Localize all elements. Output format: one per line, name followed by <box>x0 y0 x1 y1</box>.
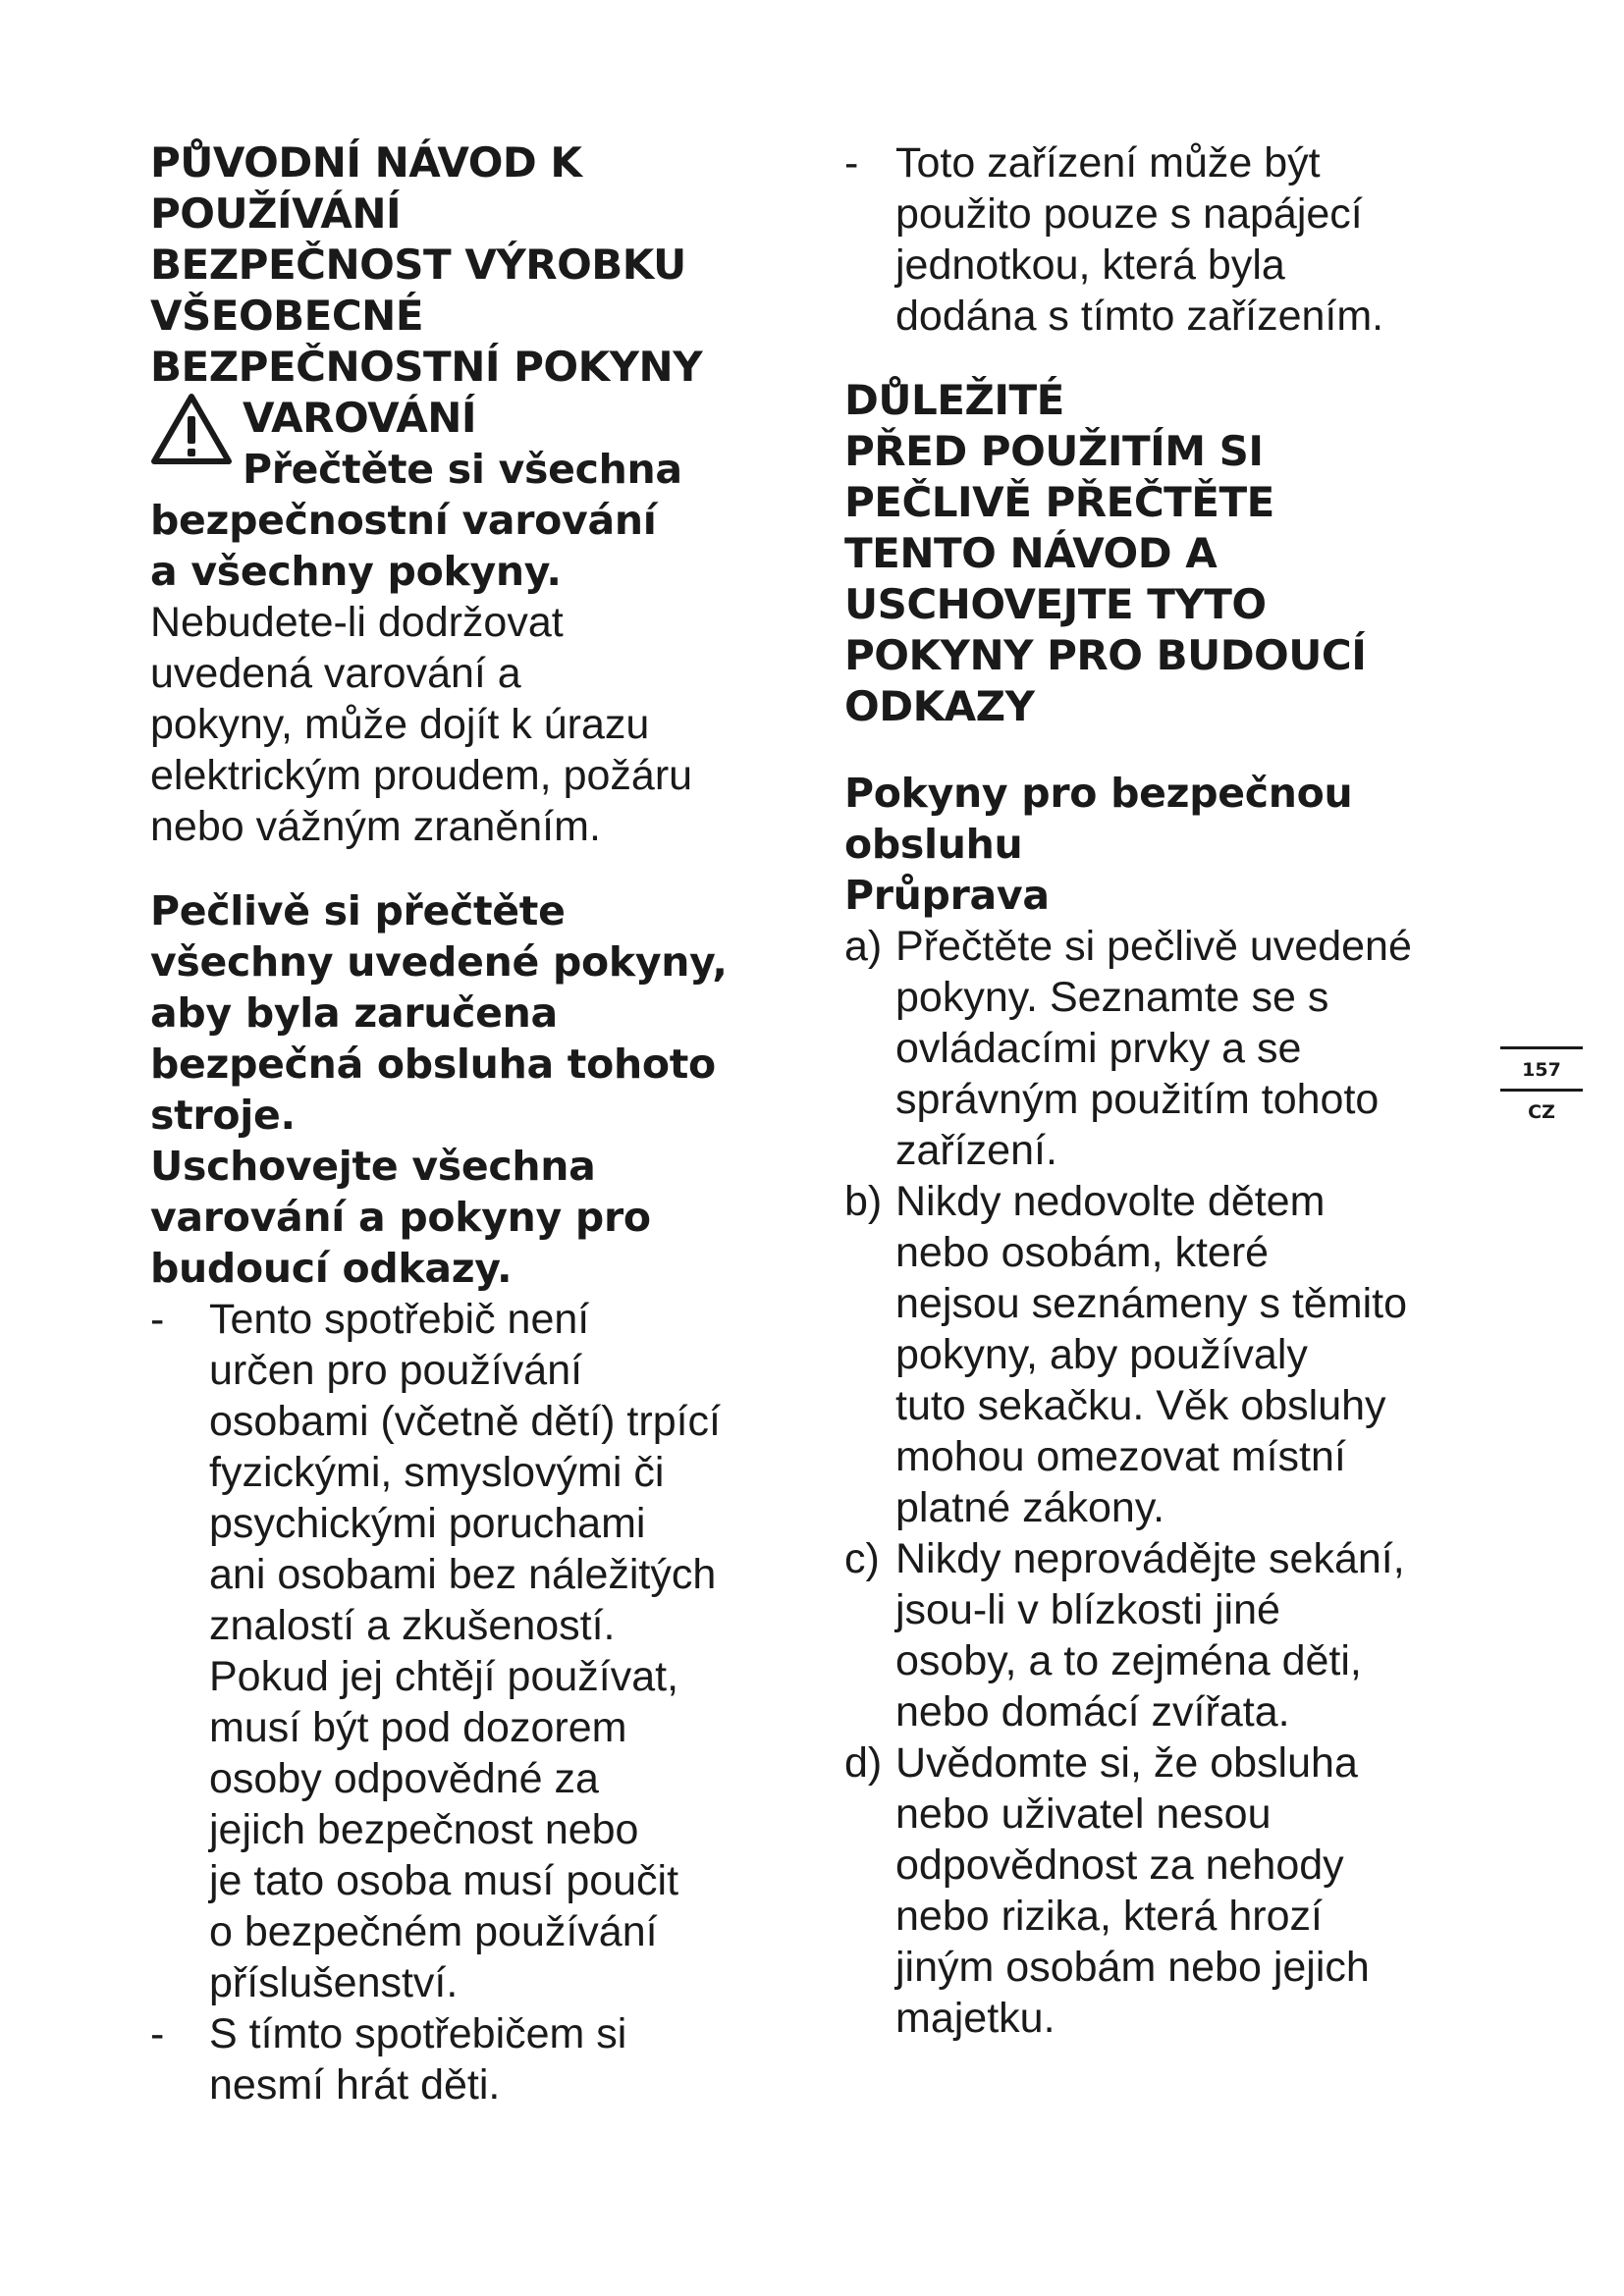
title-line: BEZPEČNOST VÝROBKU <box>150 240 686 289</box>
list-item-line: pokyny. Seznamte se s <box>895 974 1329 1021</box>
dash-item-line: osoby odpovědné za <box>209 1755 599 1802</box>
dash-item-line: osobami (včetně dětí) trpící <box>209 1398 721 1445</box>
warning-body-line: pokyny, může dojít k úrazu <box>150 701 650 748</box>
warning-bold-line: a všechny pokyny. <box>150 548 562 595</box>
list-item <box>844 921 1512 1176</box>
important-line: ODKAZY <box>844 682 1035 730</box>
dash-item-line: musí být pod dozorem <box>209 1704 627 1751</box>
right-column <box>844 137 1512 2044</box>
list-item-line: nejsou seznámeny s těmito <box>895 1280 1408 1327</box>
warning-body-line: nebo vážným zraněním. <box>150 803 601 850</box>
dash-item-line: jednotkou, která byla <box>895 241 1285 289</box>
list-marker: a) <box>844 923 883 970</box>
list-item-line: osoby, a to zejména děti, <box>895 1637 1362 1684</box>
list-item-line: nebo osobám, které <box>895 1229 1270 1276</box>
bold-line: aby byla zaručena <box>150 989 558 1037</box>
list-marker: d) <box>844 1739 883 1787</box>
list-item-line: jsou-li v blízkosti jiné <box>895 1586 1280 1633</box>
dash-item-line: je tato osoba musí poučit <box>209 1857 679 1904</box>
important-line: DŮLEŽITÉ <box>844 376 1064 424</box>
dash-item-line: fyzickými, smyslovými či <box>209 1449 665 1496</box>
dash-item-line: Tento spotřebič není <box>209 1296 590 1343</box>
dash-item-line: jejich bezpečnost nebo <box>209 1806 639 1853</box>
list-item-line: správným použitím tohoto <box>895 1076 1380 1123</box>
dash-item-line: příslušenství. <box>209 1959 459 2006</box>
list-marker: c) <box>844 1535 880 1582</box>
dash-list-item <box>150 1294 798 2008</box>
warning-body-line: elektrickým proudem, požáru <box>150 752 693 799</box>
important-line: TENTO NÁVOD A <box>844 529 1218 577</box>
dash-marker: - <box>150 2010 165 2057</box>
dash-item-line: Toto zařízení může být <box>895 139 1321 187</box>
title-line: PŮVODNÍ NÁVOD K <box>150 138 582 187</box>
warning-bold-line: Přečtěte si všechna <box>243 446 682 493</box>
language-code: CZ <box>1528 1101 1555 1123</box>
bold-line: budoucí odkazy. <box>150 1245 513 1292</box>
important-line: POKYNY PRO BUDOUCÍ <box>844 631 1367 679</box>
dash-item-line: nesmí hrát děti. <box>209 2061 501 2109</box>
left-column <box>150 137 798 2110</box>
bold-instructions <box>150 885 798 1294</box>
subsection-title: Průprava <box>844 872 1050 919</box>
bold-line: všechny uvedené pokyny, <box>150 938 728 986</box>
warning-body-line: Nebudete-li dodržovat <box>150 599 564 646</box>
list-item-line: nebo rizika, která hrozí <box>895 1893 1323 1940</box>
list-item <box>844 1737 1512 2044</box>
important-line: PEČLIVĚ PŘEČTĚTE <box>844 478 1274 526</box>
dash-item-line: použito pouze s napájecí <box>895 190 1363 238</box>
list-item-line: Nikdy neprovádějte sekání, <box>895 1535 1405 1582</box>
dash-list-item <box>844 137 1512 342</box>
warning-triangle-icon <box>150 393 233 467</box>
warning-block <box>150 393 798 852</box>
list-item-line: odpovědnost za nehody <box>895 1842 1344 1889</box>
important-line: PŘED POUŽITÍM SI <box>844 427 1264 475</box>
list-item-line: pokyny, aby používaly <box>895 1331 1308 1378</box>
dash-item-line: psychickými poruchami <box>209 1500 646 1547</box>
dash-item-line: Pokud jej chtějí používat, <box>209 1653 679 1700</box>
bold-line: Uschovejte všechna <box>150 1143 596 1190</box>
list-item-line: Nikdy nedovolte dětem <box>895 1178 1326 1225</box>
dash-item-line: znalostí a zkušeností. <box>209 1602 616 1649</box>
bold-line: stroje. <box>150 1092 296 1139</box>
list-item-line: Uvědomte si, že obsluha <box>895 1739 1358 1787</box>
dash-item-line: S tímto spotřebičem si <box>209 2010 627 2057</box>
section-title: Pokyny pro bezpečnou <box>844 770 1353 817</box>
bold-line: varování a pokyny pro <box>150 1194 651 1241</box>
list-item-line: nebo uživatel nesou <box>895 1790 1272 1838</box>
important-heading <box>844 375 1512 732</box>
dash-item-line: určen pro používání <box>209 1347 583 1394</box>
dash-item-line: o bezpečném používání <box>209 1908 658 1955</box>
dash-marker: - <box>844 139 859 187</box>
title-line: POUŽÍVÁNÍ <box>150 189 402 238</box>
page-side-tab <box>1500 1046 1583 1131</box>
dash-item-line: dodána s tímto zařízením. <box>895 293 1384 340</box>
bold-line: bezpečná obsluha tohoto <box>150 1041 716 1088</box>
list-item-line: mohou omezovat místní <box>895 1433 1346 1480</box>
list-item-line: platné zákony. <box>895 1484 1165 1531</box>
warning-title: VAROVÁNÍ <box>243 394 477 442</box>
title-line: BEZPEČNOSTNÍ POKYNY <box>150 343 703 391</box>
list-item-line: Přečtěte si pečlivě uvedené <box>895 923 1412 970</box>
dash-item-line: ani osobami bez náležitých <box>209 1551 717 1598</box>
list-item-line: jiným osobám nebo jejich <box>895 1944 1370 1991</box>
list-item-line: tuto sekačku. Věk obsluhy <box>895 1382 1386 1429</box>
list-item-line: majetku. <box>895 1995 1056 2042</box>
list-item <box>844 1176 1512 1533</box>
warning-bold-line: bezpečnostní varování <box>150 497 657 544</box>
bold-line: Pečlivě si přečtěte <box>150 887 566 934</box>
section-title: obsluhu <box>844 821 1023 868</box>
list-item-line: zařízení. <box>895 1127 1057 1174</box>
warning-body-line: uvedená varování a <box>150 650 521 697</box>
dash-list-item <box>150 2008 798 2110</box>
list-item-line: ovládacími prvky a se <box>895 1025 1302 1072</box>
dash-marker: - <box>150 1296 165 1343</box>
list-item-line: nebo domácí zvířata. <box>895 1688 1290 1735</box>
document-title <box>150 137 798 393</box>
page-number: 157 <box>1522 1059 1561 1081</box>
title-line: VŠEOBECNÉ <box>150 292 424 340</box>
important-line: USCHOVEJTE TYTO <box>844 580 1267 628</box>
list-item <box>844 1533 1512 1737</box>
list-marker: b) <box>844 1178 883 1225</box>
